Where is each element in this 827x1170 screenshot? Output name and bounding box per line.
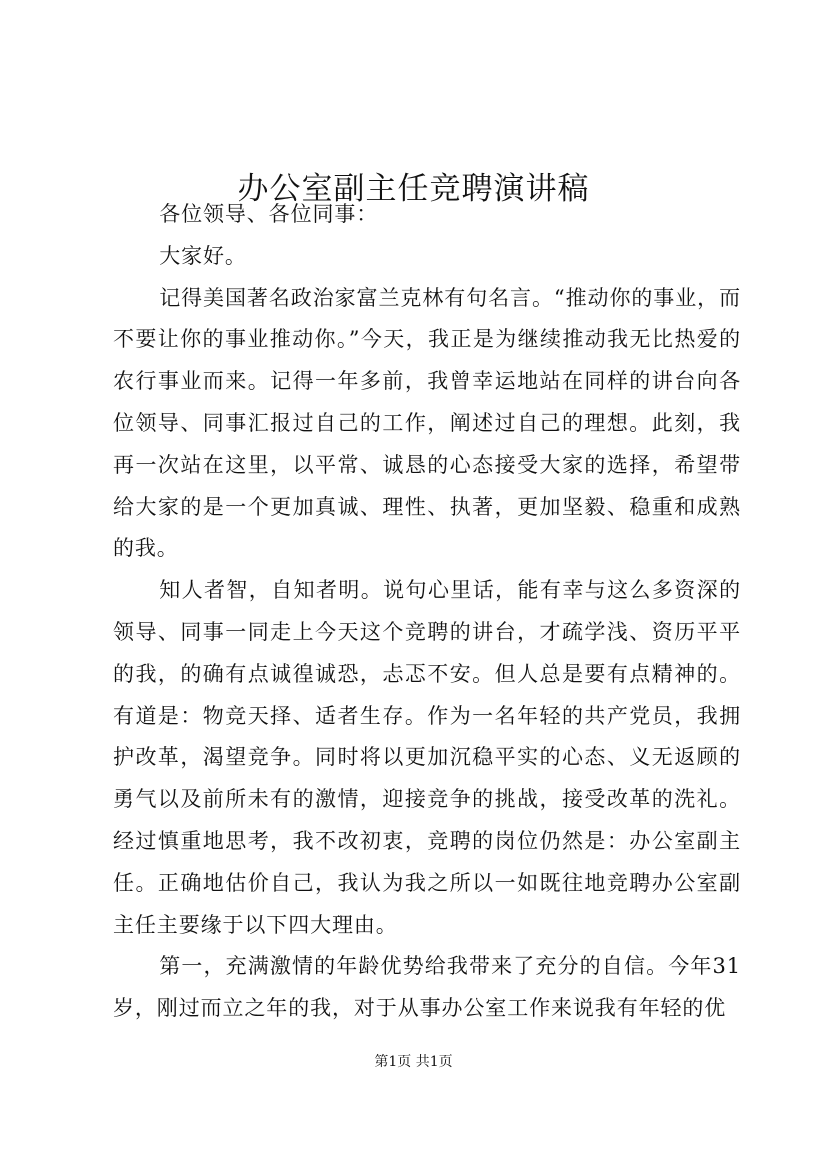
greeting-paragraph: 大家好。 (159, 243, 247, 268)
page-footer: 第1页 共1页 (374, 1054, 453, 1070)
body-paragraph: 第一，充满激情的年龄优势给我带来了充分的自信。今年31岁，刚过而立之年的我，对于从事办公室工作来说我有年轻的优 (113, 954, 741, 1021)
document-body (113, 194, 741, 1030)
salutation-paragraph: 各位领导、各位同事： (159, 202, 379, 226)
document-title: 办公室副主任竞聘演讲稿 (237, 170, 590, 207)
body-paragraph: 记得美国著名政治家富兰克林有句名言。“推动你的事业，而不要让你的事业推动你。”今天，我正是为继续推动我无比热爱的农行事业而来。记得一年多前，我曾幸运地站在同样的讲台向各位领导、同事汇报过自己的工作，阐述过自己的理想。此刻，我再一次站在这里，以平常、诚恳的心态接受大家的选择，希望带给大家的是一个更加真诚、理性、执著，更加坚毅、稳重和成熟的我。 (113, 285, 741, 561)
body-paragraph: 知人者智，自知者明。说句心里话，能有幸与这么多资深的领导、同事一同走上今天这个竞聘的讲台，才疏学浅、资历平平的我，的确有点诚徨诚恐，忐忑不安。但人总是要有点精神的。有道是：物竞天择、适者生存。作为一名年轻的共产党员，我拥护改革，渴望竞争。同时将以更加沉稳平实的心态、义无返顾的勇气以及前所未有的激情，迎接竞争的挑战，接受改革的洗礼。经过慎重地思考，我不改初衷，竞聘的岗位仍然是：办公室副主任。正确地估价自己，我认为我之所以一如既往地竞聘办公室副主任主要缘于以下四大理由。 (113, 578, 741, 937)
